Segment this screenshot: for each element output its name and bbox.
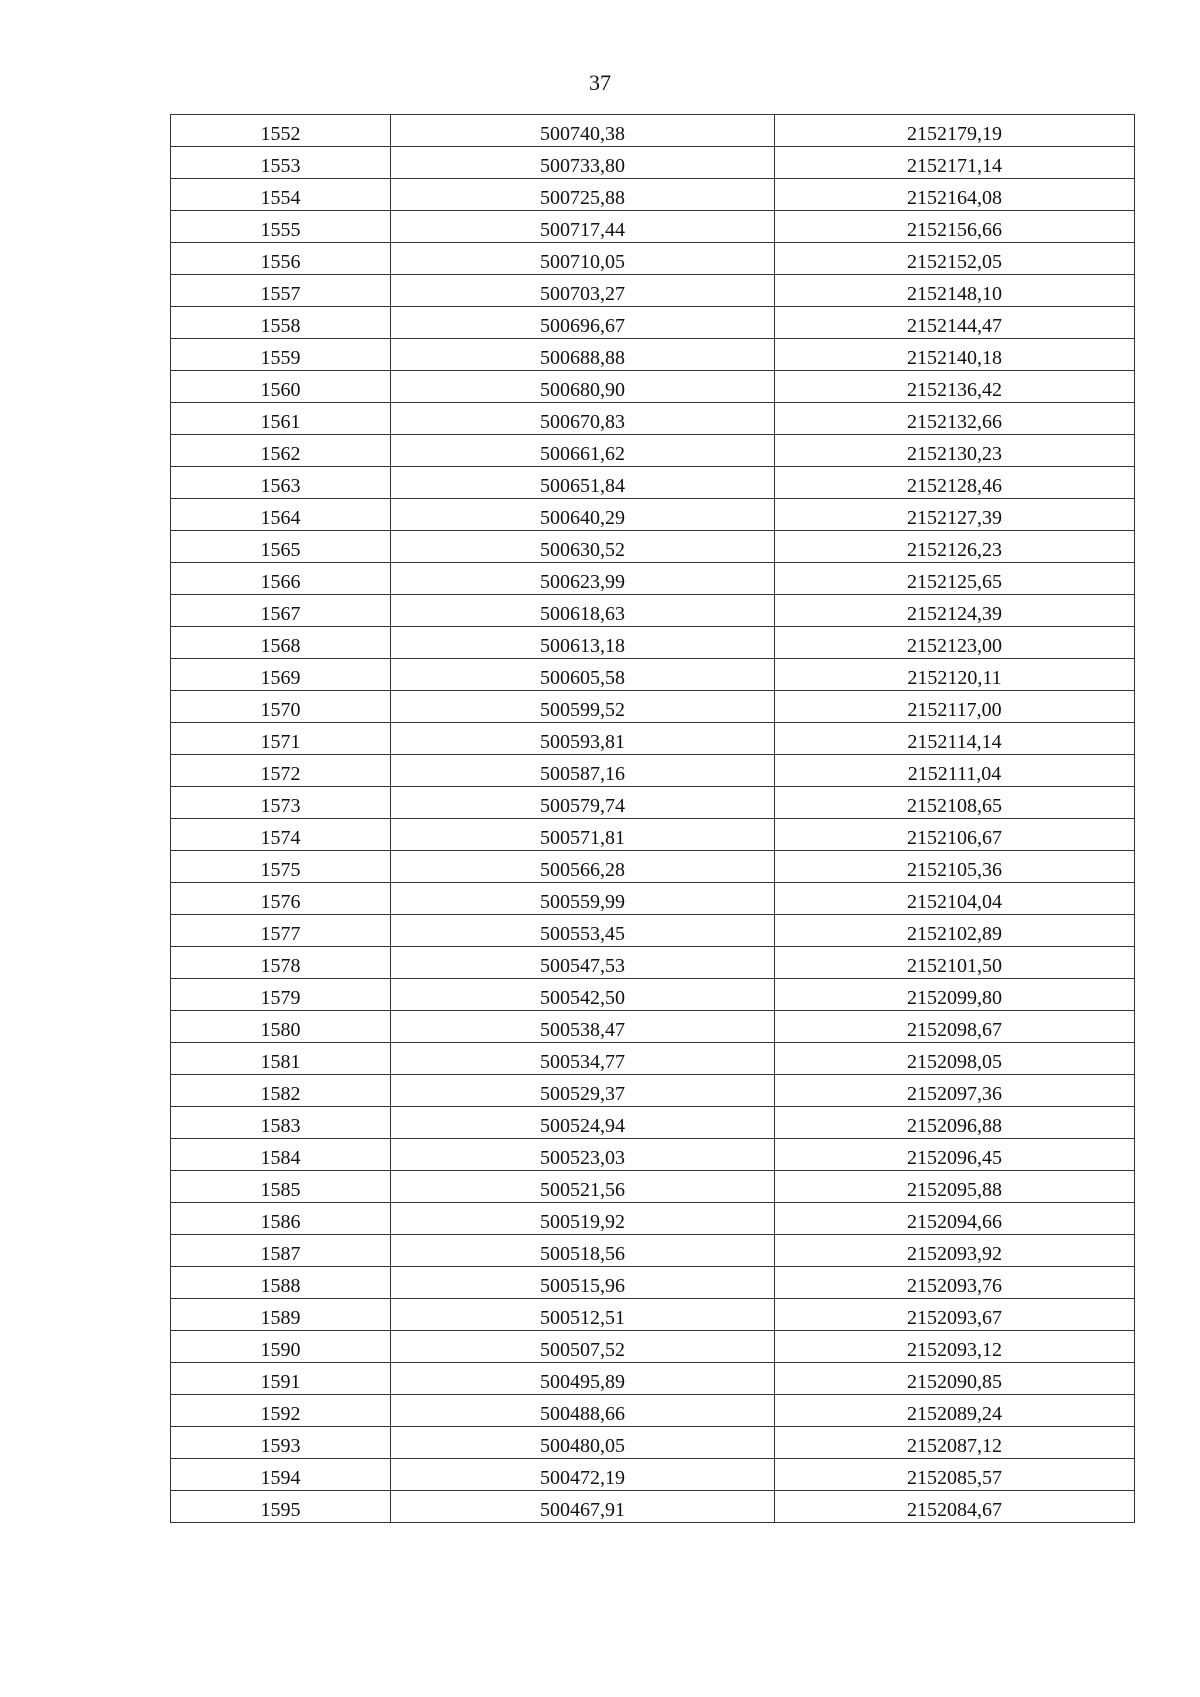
- table-row: [171, 1203, 1135, 1235]
- x-coordinate-cell: 500542,50: [391, 979, 775, 1011]
- y-coordinate-cell: 2152125,65: [775, 563, 1135, 595]
- x-coordinate-cell: 500559,99: [391, 883, 775, 915]
- point-number-cell: 1570: [171, 691, 391, 723]
- x-coordinate-cell: 500670,83: [391, 403, 775, 435]
- x-coordinate-cell: 500630,52: [391, 531, 775, 563]
- table-row: [171, 211, 1135, 243]
- x-coordinate-cell: 500579,74: [391, 787, 775, 819]
- point-number-cell: 1564: [171, 499, 391, 531]
- table-row: [171, 723, 1135, 755]
- x-coordinate-cell: 500696,67: [391, 307, 775, 339]
- point-number-cell: 1590: [171, 1331, 391, 1363]
- y-coordinate-cell: 2152114,14: [775, 723, 1135, 755]
- y-coordinate-cell: 2152117,00: [775, 691, 1135, 723]
- x-coordinate-cell: 500599,52: [391, 691, 775, 723]
- table-row: [171, 1299, 1135, 1331]
- y-coordinate-cell: 2152084,67: [775, 1491, 1135, 1523]
- point-number-cell: 1591: [171, 1363, 391, 1395]
- y-coordinate-cell: 2152136,42: [775, 371, 1135, 403]
- page-number: 37: [589, 70, 611, 95]
- x-coordinate-cell: 500688,88: [391, 339, 775, 371]
- y-coordinate-cell: 2152148,10: [775, 275, 1135, 307]
- table-row: [171, 1011, 1135, 1043]
- table-row: [171, 979, 1135, 1011]
- y-coordinate-cell: 2152127,39: [775, 499, 1135, 531]
- point-number-cell: 1593: [171, 1427, 391, 1459]
- x-coordinate-cell: 500519,92: [391, 1203, 775, 1235]
- table-row: [171, 1139, 1135, 1171]
- point-number-cell: 1575: [171, 851, 391, 883]
- point-number-cell: 1558: [171, 307, 391, 339]
- y-coordinate-cell: 2152152,05: [775, 243, 1135, 275]
- y-coordinate-cell: 2152099,80: [775, 979, 1135, 1011]
- point-number-cell: 1592: [171, 1395, 391, 1427]
- x-coordinate-cell: 500571,81: [391, 819, 775, 851]
- table-row: [171, 339, 1135, 371]
- point-number-cell: 1553: [171, 147, 391, 179]
- y-coordinate-cell: 2152132,66: [775, 403, 1135, 435]
- x-coordinate-cell: 500725,88: [391, 179, 775, 211]
- table-row: [171, 947, 1135, 979]
- x-coordinate-cell: 500680,90: [391, 371, 775, 403]
- coordinates-table: [170, 114, 1135, 1523]
- x-coordinate-cell: 500547,53: [391, 947, 775, 979]
- x-coordinate-cell: 500703,27: [391, 275, 775, 307]
- point-number-cell: 1577: [171, 915, 391, 947]
- x-coordinate-cell: 500623,99: [391, 563, 775, 595]
- x-coordinate-cell: 500593,81: [391, 723, 775, 755]
- point-number-cell: 1583: [171, 1107, 391, 1139]
- table-row: [171, 1267, 1135, 1299]
- table-row: [171, 1363, 1135, 1395]
- point-number-cell: 1559: [171, 339, 391, 371]
- y-coordinate-cell: 2152128,46: [775, 467, 1135, 499]
- x-coordinate-cell: 500740,38: [391, 115, 775, 147]
- x-coordinate-cell: 500733,80: [391, 147, 775, 179]
- point-number-cell: 1584: [171, 1139, 391, 1171]
- x-coordinate-cell: 500529,37: [391, 1075, 775, 1107]
- y-coordinate-cell: 2152123,00: [775, 627, 1135, 659]
- point-number-cell: 1579: [171, 979, 391, 1011]
- x-coordinate-cell: 500495,89: [391, 1363, 775, 1395]
- table-row: [171, 563, 1135, 595]
- y-coordinate-cell: 2152108,65: [775, 787, 1135, 819]
- table-row: [171, 1235, 1135, 1267]
- y-coordinate-cell: 2152093,67: [775, 1299, 1135, 1331]
- point-number-cell: 1587: [171, 1235, 391, 1267]
- x-coordinate-cell: 500717,44: [391, 211, 775, 243]
- x-coordinate-cell: 500553,45: [391, 915, 775, 947]
- y-coordinate-cell: 2152093,92: [775, 1235, 1135, 1267]
- coordinates-table-body: [171, 115, 1135, 1523]
- table-row: [171, 1107, 1135, 1139]
- y-coordinate-cell: 2152087,12: [775, 1427, 1135, 1459]
- point-number-cell: 1569: [171, 659, 391, 691]
- x-coordinate-cell: 500518,56: [391, 1235, 775, 1267]
- y-coordinate-cell: 2152156,66: [775, 211, 1135, 243]
- x-coordinate-cell: 500472,19: [391, 1459, 775, 1491]
- table-row: [171, 179, 1135, 211]
- point-number-cell: 1571: [171, 723, 391, 755]
- table-row: [171, 755, 1135, 787]
- table-row: [171, 691, 1135, 723]
- table-row: [171, 403, 1135, 435]
- table-row: [171, 915, 1135, 947]
- x-coordinate-cell: 500587,16: [391, 755, 775, 787]
- x-coordinate-cell: 500618,63: [391, 595, 775, 627]
- table-row: [171, 1427, 1135, 1459]
- y-coordinate-cell: 2152098,67: [775, 1011, 1135, 1043]
- table-row: [171, 467, 1135, 499]
- y-coordinate-cell: 2152096,88: [775, 1107, 1135, 1139]
- y-coordinate-cell: 2152093,12: [775, 1331, 1135, 1363]
- point-number-cell: 1557: [171, 275, 391, 307]
- y-coordinate-cell: 2152095,88: [775, 1171, 1135, 1203]
- table-row: [171, 1395, 1135, 1427]
- point-number-cell: 1580: [171, 1011, 391, 1043]
- y-coordinate-cell: 2152104,04: [775, 883, 1135, 915]
- point-number-cell: 1567: [171, 595, 391, 627]
- table-row: [171, 371, 1135, 403]
- table-row: [171, 883, 1135, 915]
- table-row: [171, 819, 1135, 851]
- x-coordinate-cell: 500566,28: [391, 851, 775, 883]
- point-number-cell: 1562: [171, 435, 391, 467]
- point-number-cell: 1560: [171, 371, 391, 403]
- table-row: [171, 1075, 1135, 1107]
- y-coordinate-cell: 2152105,36: [775, 851, 1135, 883]
- x-coordinate-cell: 500488,66: [391, 1395, 775, 1427]
- x-coordinate-cell: 500538,47: [391, 1011, 775, 1043]
- x-coordinate-cell: 500613,18: [391, 627, 775, 659]
- point-number-cell: 1594: [171, 1459, 391, 1491]
- point-number-cell: 1585: [171, 1171, 391, 1203]
- point-number-cell: 1582: [171, 1075, 391, 1107]
- point-number-cell: 1578: [171, 947, 391, 979]
- y-coordinate-cell: 2152144,47: [775, 307, 1135, 339]
- point-number-cell: 1563: [171, 467, 391, 499]
- y-coordinate-cell: 2152171,14: [775, 147, 1135, 179]
- point-number-cell: 1566: [171, 563, 391, 595]
- table-row: [171, 531, 1135, 563]
- y-coordinate-cell: 2152085,57: [775, 1459, 1135, 1491]
- point-number-cell: 1556: [171, 243, 391, 275]
- x-coordinate-cell: 500467,91: [391, 1491, 775, 1523]
- table-row: [171, 1043, 1135, 1075]
- x-coordinate-cell: 500523,03: [391, 1139, 775, 1171]
- point-number-cell: 1588: [171, 1267, 391, 1299]
- x-coordinate-cell: 500651,84: [391, 467, 775, 499]
- table-row: [171, 115, 1135, 147]
- table-row: [171, 1171, 1135, 1203]
- table-row: [171, 499, 1135, 531]
- x-coordinate-cell: 500524,94: [391, 1107, 775, 1139]
- y-coordinate-cell: 2152093,76: [775, 1267, 1135, 1299]
- table-row: [171, 659, 1135, 691]
- point-number-cell: 1595: [171, 1491, 391, 1523]
- point-number-cell: 1568: [171, 627, 391, 659]
- table-row: [171, 851, 1135, 883]
- table-row: [171, 275, 1135, 307]
- point-number-cell: 1572: [171, 755, 391, 787]
- y-coordinate-cell: 2152097,36: [775, 1075, 1135, 1107]
- table-row: [171, 147, 1135, 179]
- y-coordinate-cell: 2152089,24: [775, 1395, 1135, 1427]
- point-number-cell: 1552: [171, 115, 391, 147]
- x-coordinate-cell: 500507,52: [391, 1331, 775, 1363]
- y-coordinate-cell: 2152140,18: [775, 339, 1135, 371]
- table-row: [171, 1331, 1135, 1363]
- y-coordinate-cell: 2152094,66: [775, 1203, 1135, 1235]
- point-number-cell: 1561: [171, 403, 391, 435]
- y-coordinate-cell: 2152130,23: [775, 435, 1135, 467]
- x-coordinate-cell: 500512,51: [391, 1299, 775, 1331]
- table-row: [171, 243, 1135, 275]
- table-row: [171, 1491, 1135, 1523]
- table-row: [171, 627, 1135, 659]
- point-number-cell: 1555: [171, 211, 391, 243]
- x-coordinate-cell: 500605,58: [391, 659, 775, 691]
- y-coordinate-cell: 2152164,08: [775, 179, 1135, 211]
- point-number-cell: 1554: [171, 179, 391, 211]
- y-coordinate-cell: 2152101,50: [775, 947, 1135, 979]
- x-coordinate-cell: 500480,05: [391, 1427, 775, 1459]
- point-number-cell: 1586: [171, 1203, 391, 1235]
- table-row: [171, 435, 1135, 467]
- y-coordinate-cell: 2152124,39: [775, 595, 1135, 627]
- point-number-cell: 1589: [171, 1299, 391, 1331]
- y-coordinate-cell: 2152126,23: [775, 531, 1135, 563]
- table-row: [171, 1459, 1135, 1491]
- y-coordinate-cell: 2152106,67: [775, 819, 1135, 851]
- x-coordinate-cell: 500515,96: [391, 1267, 775, 1299]
- x-coordinate-cell: 500521,56: [391, 1171, 775, 1203]
- y-coordinate-cell: 2152098,05: [775, 1043, 1135, 1075]
- point-number-cell: 1574: [171, 819, 391, 851]
- y-coordinate-cell: 2152111,04: [775, 755, 1135, 787]
- y-coordinate-cell: 2152179,19: [775, 115, 1135, 147]
- y-coordinate-cell: 2152102,89: [775, 915, 1135, 947]
- x-coordinate-cell: 500661,62: [391, 435, 775, 467]
- point-number-cell: 1581: [171, 1043, 391, 1075]
- table-row: [171, 307, 1135, 339]
- x-coordinate-cell: 500710,05: [391, 243, 775, 275]
- y-coordinate-cell: 2152096,45: [775, 1139, 1135, 1171]
- point-number-cell: 1565: [171, 531, 391, 563]
- table-row: [171, 595, 1135, 627]
- point-number-cell: 1576: [171, 883, 391, 915]
- x-coordinate-cell: 500640,29: [391, 499, 775, 531]
- x-coordinate-cell: 500534,77: [391, 1043, 775, 1075]
- point-number-cell: 1573: [171, 787, 391, 819]
- y-coordinate-cell: 2152120,11: [775, 659, 1135, 691]
- y-coordinate-cell: 2152090,85: [775, 1363, 1135, 1395]
- table-row: [171, 787, 1135, 819]
